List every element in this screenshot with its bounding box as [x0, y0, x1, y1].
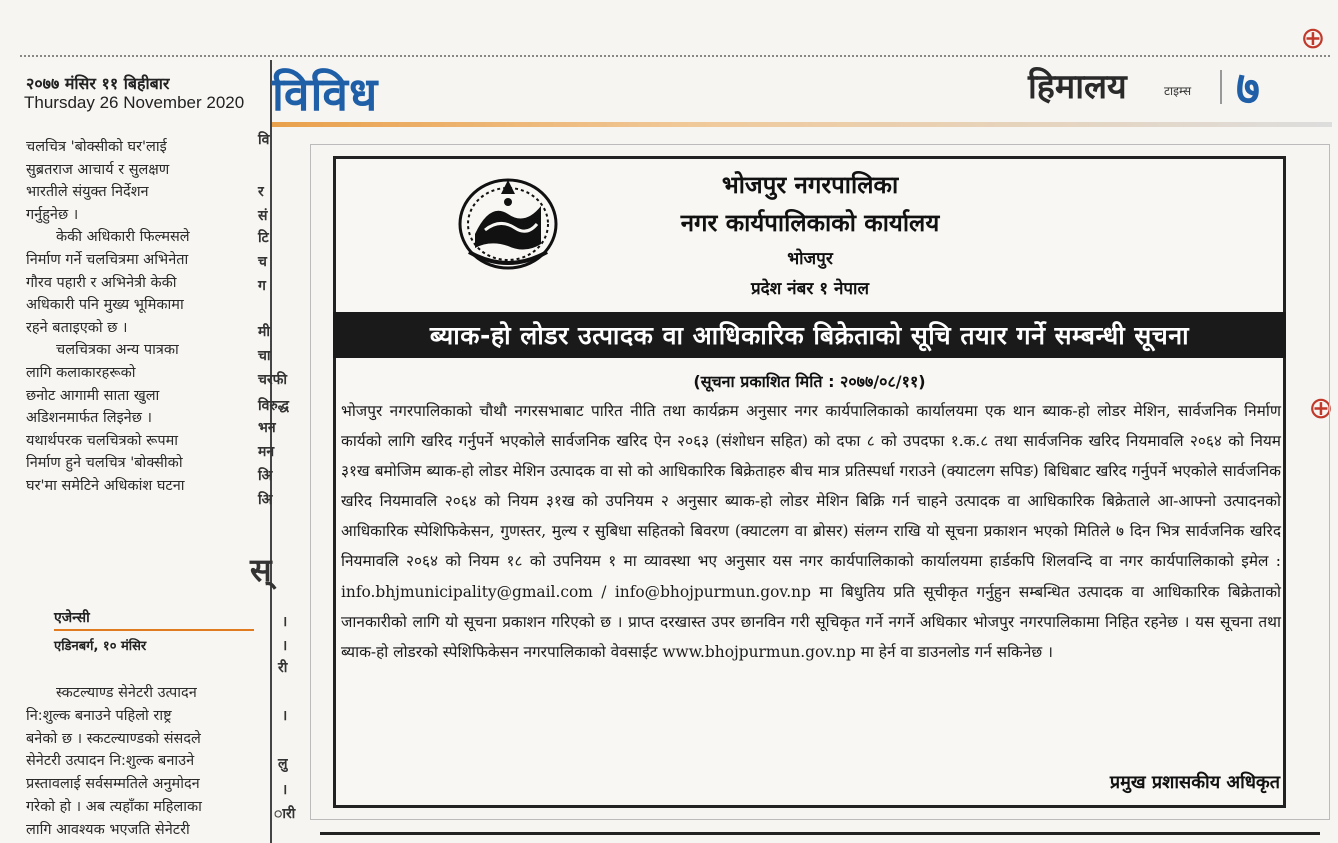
- article-line: भारतीले संयुक्त निर्देशन: [26, 184, 149, 201]
- dotted-rule: [20, 55, 1330, 57]
- section-title-text: विविध: [272, 67, 379, 121]
- article-line: यथार्थपरक चलचित्रको रूपमा: [26, 432, 179, 449]
- stray-letter: अि: [258, 468, 273, 484]
- stray-letter: र: [258, 184, 264, 200]
- stray-letter: ारी: [274, 806, 296, 822]
- stray-letter: चरफी: [258, 372, 288, 388]
- article-line: केकी अधिकारी फिल्मसले: [56, 229, 190, 246]
- stray-letter: मन: [258, 444, 275, 460]
- left-article-column-1: [26, 136, 254, 498]
- stray-letter: ग: [258, 278, 266, 294]
- date-english: Thursday 26 November 2020: [24, 93, 245, 112]
- article-line: निर्माण हुने चलचित्र 'बोक्सीको: [26, 455, 183, 472]
- article-line: निर्माण गर्ने चलचित्रमा अभिनेता: [26, 251, 189, 268]
- stray-letter: सं: [258, 208, 268, 224]
- stray-letter: मी: [258, 324, 270, 340]
- page-number: ७: [1236, 61, 1260, 115]
- left-article-column-2: [26, 682, 248, 842]
- stray-letter: भन: [258, 420, 276, 436]
- article-line: चलचित्र 'बोक्सीको घर'लाई: [26, 139, 167, 155]
- next-notice-edge: [320, 832, 1320, 843]
- brand-separator: [1220, 70, 1222, 104]
- article-line: छनोट आगामी साता खुला: [26, 387, 160, 404]
- stray-letter: चा: [258, 348, 271, 364]
- newspaper-brand-sub: टाइम्स: [1164, 84, 1192, 98]
- stray-letter: ।: [282, 614, 288, 630]
- stray-letter: लु: [278, 756, 288, 772]
- stray-letter: विरुद्ध: [258, 398, 289, 414]
- org-name: भोजपुर नगरपालिका: [721, 171, 899, 199]
- section-title: [272, 60, 792, 126]
- nepal-emblem-icon: [455, 174, 561, 272]
- article-line: अडिशनमार्फत लिइनेछ ।: [26, 410, 153, 427]
- stray-letter: अि: [258, 492, 273, 508]
- article-line: घर'मा समेटिने अधिकांश घटना: [26, 477, 185, 494]
- article-line: लागि कलाकारहरूको: [26, 364, 136, 381]
- article-line: बनेको छ । स्कटल्याण्डको संसदले: [26, 730, 201, 747]
- stray-letter: ।: [282, 782, 288, 798]
- stray-letter: री: [278, 660, 288, 676]
- published-date: (सूचना प्रकाशित मिति : २०७७/०८/११): [693, 372, 926, 391]
- agency-label: एजेन्सी: [54, 608, 254, 631]
- crop-mark-icon: ⊕: [1308, 391, 1334, 426]
- newspaper-brand: हिमालय: [1028, 67, 1127, 107]
- signature: प्रमुख प्रशासकीय अधिकृत: [1109, 772, 1280, 793]
- province: प्रदेश नंबर १ नेपाल: [751, 279, 869, 299]
- office-location: भोजपुर: [787, 249, 833, 269]
- stray-letter: स्: [250, 551, 272, 589]
- stray-letter: ।: [282, 638, 288, 654]
- date-nepali: २०७७ मंसिर ११ बिहीबार: [26, 74, 170, 93]
- notice-title-banner: [333, 312, 1286, 358]
- crop-mark-icon: ⊕: [1300, 21, 1326, 56]
- stray-letter: टि: [258, 230, 269, 246]
- article-line: गरेको हो । अब त्यहाँका महिलाका: [26, 798, 202, 815]
- stray-letter: वि: [258, 132, 270, 148]
- article-line: प्रस्तावलाई सर्वसम्मतिले अनुमोदन: [26, 776, 200, 793]
- notice-body: भोजपुर नगरपालिकाको चौथौ नगरसभाबाट पारित नीति तथा कार्यक्रम अनुसार नगर कार्यपालिकाको कार्यालयमा एक थान ब्याक-हो लोडर मेशिन, सार्वजनिक निर्माण कार्यको लागि खरिद गर्नुपर्ने भएकोले सार्वजनिक खरिद ऐन २०६३ (संशोधन सहित) को दफा ८ को उपदफा १.क.८ तथा सार्वजनिक खरिद नियमावलि २०६४ को नियम ३१ख बमोजिम ब्याक-हो लोडर मेशिन उत्पादक वा सो को आधिकारिक बिक्रेताहरु बीच मात्र प्रतिस्पर्धा गराउने (क्याटलग सपिङ) बिधिबाट खरिद गर्नुपर्ने भएकोले सार्वजनिक खरिद नियमावलि २०६४ को नियम ३१ख को उपनियम २ अनुसार ब्याक-हो लोडर मेशिन बिक्रि गर्न चाहने उत्पादक वा आधिकारिक बिक्रेताले आ-आफ्नो उत्पादनको आधिकारिक स्पेशिफिकेसन, गुणस्तर, मुल्य र सुबिधा सहितको बिवरण (क्याटलग वा ब्रोसर) संलग्न राखि यो सूचना प्रकाशन भएको मितिले ७ दिन भित्र सार्वजनिक खरिद नियमावलि २०६४ को नियम १८ को उपनियम १ मा व्यावस्था भए अनुसार यस नगर कार्यपालिकाको कार्यालयमा हार्डकपि शिलवन्दि वा नगर कार्यपालिकाको इमेल : info.bhjmunicipality@gmail.com / info@bhojpurmun.gov.np मा बिधुतिय प्रति सूचीकृत गर्नुहुन सम्बन्धित उत्पादक वा आधिकारिक बिक्रेताको जानकारीको लागि यो सूचना प्रकाशन गरिएको छ । प्राप्त दरखास्त उपर छानविन गरी सूचिकृत गर्ने नगर्ने अधिकार भोजपुर नगरपालिकामा निहित रहनेछ । यस सूचना तथा ब्याक-हो लोडरको स्पेशिफिकेसन नगरपालिकाको वेवसाईट www.bhojpurmun.gov.np मा हेर्न वा डाउनलोड गर्न सकिनेछ ।: [341, 402, 1281, 661]
- article-line: सुब्रतराज आचार्य र सुलक्षण: [26, 161, 170, 178]
- section-divider: [272, 122, 1332, 127]
- article-line: सेनेटरी उत्पादन नि:शुल्क बनाउने: [26, 753, 195, 770]
- notice-title: ब्याक-हो लोडर उत्पादक वा आधिकारिक बिक्रेताको सूचि तयार गर्ने सम्बन्धी सूचना: [429, 321, 1190, 350]
- article-line: रहने बताइएको छ ।: [26, 319, 128, 336]
- agency-dateline: एडिनबर्ग, १० मंसिर: [54, 639, 147, 654]
- article-line: नि:शुल्क बनाउने पहिलो राष्ट्र: [26, 707, 172, 724]
- article-line: अधिकारी पनि मुख्य भूमिकामा: [26, 297, 184, 314]
- article-line: चलचित्रका अन्य पात्रका: [56, 342, 179, 359]
- office-name: नगर कार्यपालिकाको कार्यालय: [680, 209, 940, 237]
- article-line: गौरव पहारी र अभिनेत्री केकी: [26, 274, 177, 291]
- stray-letter: च: [258, 254, 267, 270]
- article-line: लागि आवश्यक भएजति सेनेटरी: [26, 821, 190, 838]
- article-line: गर्नुहुनेछ ।: [26, 206, 79, 223]
- article-line: स्कटल्याण्ड सेनेटरी उत्पादन: [56, 685, 197, 701]
- stray-letter: ।: [282, 708, 288, 724]
